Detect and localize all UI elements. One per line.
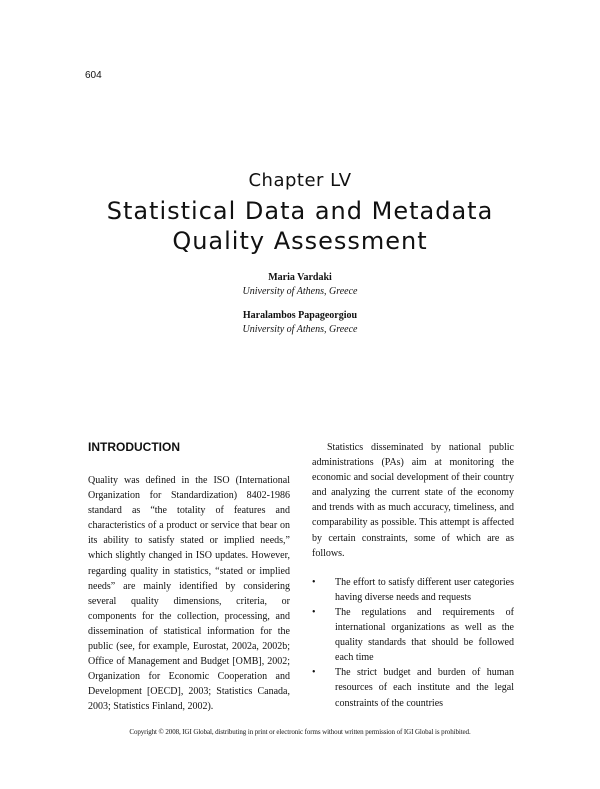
author-name: Haralambos Papageorgiou — [242, 310, 358, 321]
bullet-text: The regulations and requirements of international organizations as well as the quality standards that should be followed each time — [335, 606, 514, 664]
body-paragraph: Statistics disseminated by national public administrations (PAs) aim at monitoring the economic and social development of their country and analyzing the current state of the economy and trends with as much accuracy, timeliness, and comparability as possible. This attempt is affected by certain constraints, some of which are as follows. — [312, 442, 514, 559]
author-block — [0, 309, 600, 337]
bullet-item — [312, 575, 514, 605]
bullet-item — [312, 665, 514, 710]
page-number: 604 — [85, 70, 102, 81]
bullet-text: The effort to satisfy different user categories having diverse needs and requests — [335, 576, 514, 603]
author-name: Maria Vardaki — [268, 272, 332, 283]
chapter-title-line-2: Quality Assessment — [172, 227, 428, 255]
right-column — [312, 440, 514, 711]
left-column — [88, 440, 290, 715]
bullet-text: The strict budget and burden of human resources of each institute and the legal constraints of the countries — [335, 667, 514, 709]
bullet-icon: • — [312, 606, 316, 618]
author-block — [0, 271, 600, 299]
bullet-icon: • — [312, 667, 316, 679]
chapter-label: Chapter LV — [248, 170, 352, 191]
author-list — [0, 271, 600, 337]
author-affiliation: University of Athens, Greece — [242, 324, 358, 335]
chapter-title-line-1: Statistical Data and Metadata — [106, 197, 494, 225]
author-affiliation: University of Athens, Greece — [242, 286, 358, 297]
section-heading: INTRODUCTION — [88, 440, 180, 454]
body-paragraph: Quality was defined in the ISO (International Organization for Standardization) 8402-1986 standard as “the totality of features and characteristics of a product or service that bear on its ability to satisfy stated or implied needs,” which slightly changed in ISO updates. However, regarding quality in statistics, “stated or implied needs” are mainly identified by considering several quality dimensions, criteria, or components for the collection, processing, and dissemination of statistical information for the public (see, for example, Eurostat, 2002a, 2002b; Office of Management and Budget [OMB], 2002; Organization for Economic Cooperation and Development [OECD], 2003; Statistics Canada, 2003; Statistics Finland, 2002). — [88, 475, 290, 713]
copyright-footer: Copyright © 2008, IGI Global, distributing in print or electronic forms without written permission of IGI Global is prohibited. — [129, 728, 471, 736]
chapter-title — [0, 196, 600, 256]
bullet-item — [312, 605, 514, 665]
bullet-icon: • — [312, 576, 316, 588]
bullet-list — [312, 575, 514, 711]
